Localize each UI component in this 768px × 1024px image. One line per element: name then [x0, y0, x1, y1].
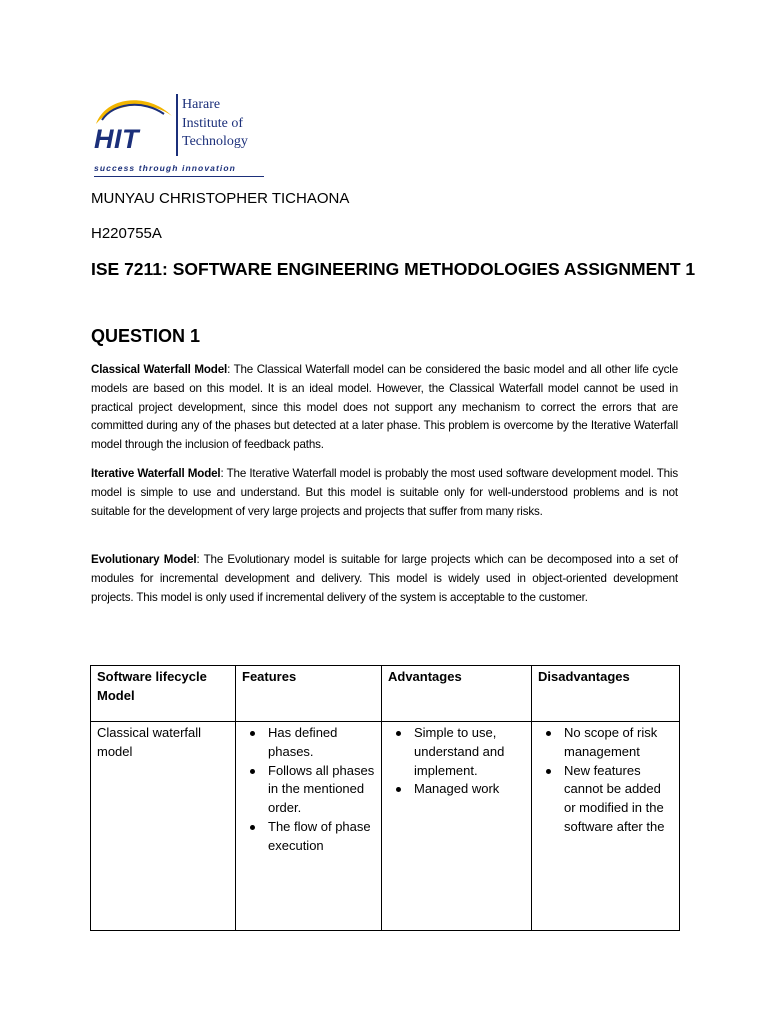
paragraph-text: : The Iterative Waterfall model is probably the most used software development model. This model is simple to use and understand. But this model is suitable only for well-understood problems and is not suitable for the development of very large projects and projects that suffer from many risks. [91, 467, 679, 518]
paragraph-text: : The Classical Waterfall model can be considered the basic model and all other life cycle models are based on this model. It is an ideal model. However, the Classical Waterfall model cannot be used in practical project development, since this model does not support any mechanism to correct the errors that are committed during any of the phases but detected at a later phase. This problem is overcome by the Iterative Waterfall model through the inclusion of feedback paths. [91, 363, 679, 452]
table-header-cell: Advantages [382, 666, 532, 722]
advantages-list [388, 724, 525, 799]
table-header-cell: Software lifecycle Model [91, 666, 236, 722]
disadvantages-list [538, 724, 673, 837]
logo-abbreviation: HIT [94, 124, 139, 154]
features-list [242, 724, 375, 856]
lifecycle-comparison-table [90, 665, 680, 931]
model-name: Classical waterfall model [97, 725, 202, 759]
table-header-cell: Disadvantages [532, 666, 680, 722]
paragraph-classical-waterfall [91, 361, 678, 455]
logo-name-line: Harare [182, 97, 221, 112]
document-title: ISE 7211: SOFTWARE ENGINEERING METHODOLOGIES ASSIGNMENT 1 [91, 259, 696, 279]
logo-name-line: Institute of [182, 115, 244, 131]
list-item: The flow of phase execution [268, 818, 375, 856]
paragraph-term: Evolutionary Model [91, 553, 197, 566]
list-item: Managed work [414, 780, 525, 799]
table-header-cell: Features [236, 666, 382, 722]
paragraph-evolutionary [91, 551, 678, 607]
hit-logo [92, 90, 270, 176]
logo-institution-name [182, 96, 248, 152]
list-item: New features cannot be added or modified in the software after the [564, 762, 673, 837]
logo-name-line: Technology [182, 134, 248, 149]
paragraph-term: Classical Waterfall Model [91, 363, 228, 376]
list-item: Follows all phases in the mentioned order. [268, 762, 375, 818]
question-heading: QUESTION 1 [91, 326, 201, 346]
logo-underline [94, 176, 264, 177]
table-cell-advantages [382, 722, 532, 931]
student-id: H220755A [91, 225, 162, 242]
logo-divider [176, 94, 178, 156]
table-cell-model [91, 722, 236, 931]
table-cell-disadvantages [532, 722, 680, 931]
list-item: No scope of risk management [564, 724, 673, 762]
list-item: Has defined phases. [268, 724, 375, 762]
table-cell-features [236, 722, 382, 931]
list-item: Simple to use, understand and implement. [414, 724, 525, 780]
paragraph-term: Iterative Waterfall Model [91, 467, 221, 480]
table-row [91, 722, 680, 931]
student-name: MUNYAU CHRISTOPHER TICHAONA [91, 190, 350, 207]
paragraph-iterative-waterfall [91, 465, 678, 521]
paragraph-text: : The Evolutionary model is suitable for large projects which can be decomposed into a set of modules for incremental development and delivery. This model is widely used in object-oriented development projects. This model is only used if incremental delivery of the system is acceptable to the customer. [91, 553, 678, 604]
table-header-row [91, 666, 680, 722]
logo-tagline: success through innovation [94, 163, 236, 173]
